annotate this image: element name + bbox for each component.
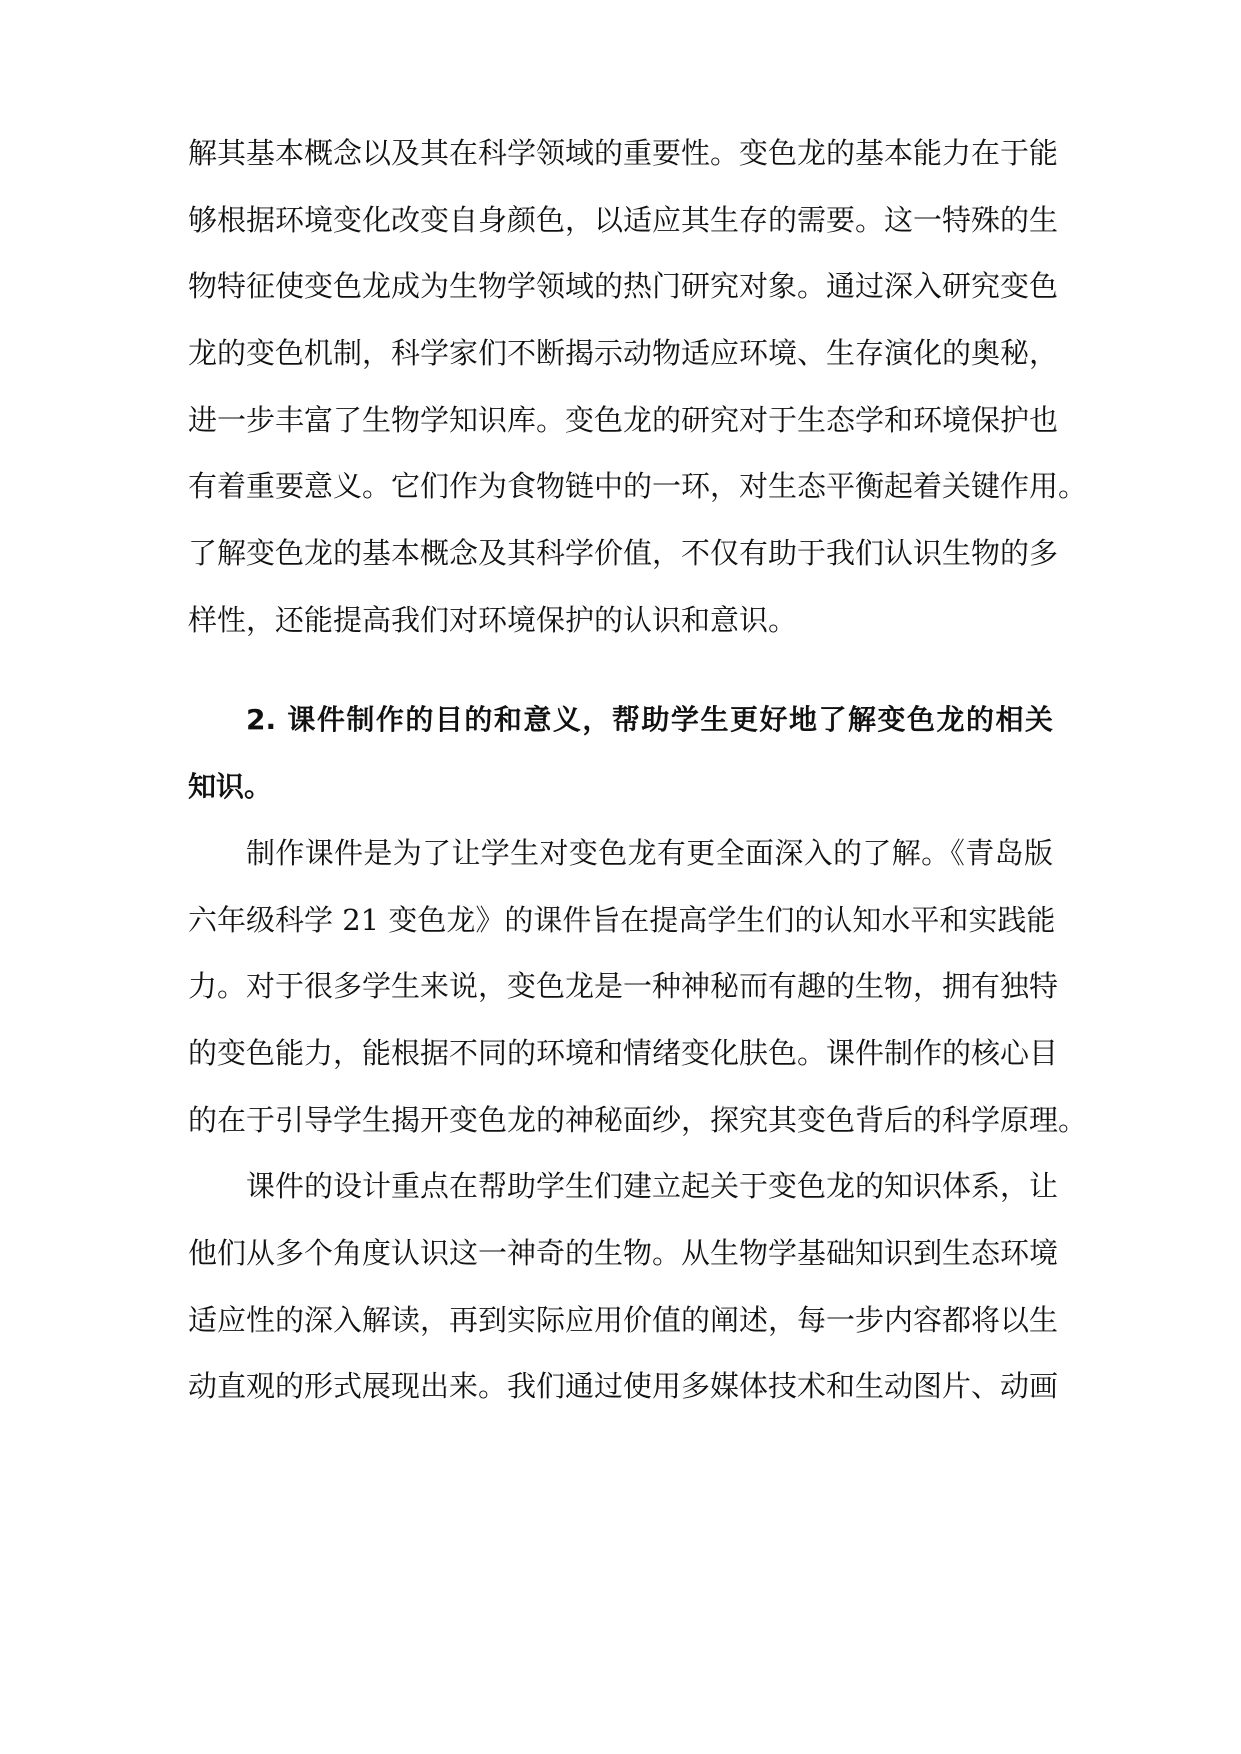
- body-text-line: 够根据环境变化改变自身颜色，以适应其生存的需要。这一特殊的生: [188, 203, 1059, 237]
- body-text-line: 解其基本概念以及其在科学领域的重要性。变色龙的基本能力在于能: [188, 136, 1059, 170]
- body-text-line: 课件的设计重点在帮助学生们建立起关于变色龙的知识体系，让: [246, 1169, 1059, 1203]
- body-text-line: 的在于引导学生揭开变色龙的神秘面纱，探究其变色背后的科学原理。: [188, 1103, 1088, 1137]
- body-text-line: 适应性的深入解读，再到实际应用价值的阐述，每一步内容都将以生: [188, 1303, 1059, 1337]
- section-heading: 2. 课件制作的目的和意义，帮助学生更好地了解变色龙的相关: [246, 703, 1053, 736]
- body-text-line: 龙的变色机制，科学家们不断揭示动物适应环境、生存演化的奥秘，: [188, 336, 1059, 370]
- body-text-line: 进一步丰富了生物学知识库。变色龙的研究对于生态学和环境保护也: [188, 403, 1059, 437]
- section-heading: 知识。: [188, 770, 273, 803]
- body-text-line: 了解变色龙的基本概念及其科学价值，不仅有助于我们认识生物的多: [188, 536, 1059, 570]
- body-text-line: 样性，还能提高我们对环境保护的认识和意识。: [188, 603, 798, 637]
- body-text-line: 他们从多个角度认识这一神奇的生物。从生物学基础知识到生态环境: [188, 1236, 1059, 1270]
- body-text-line: 动直观的形式展现出来。我们通过使用多媒体技术和生动图片、动画: [188, 1369, 1059, 1403]
- body-text-line: 力。对于很多学生来说，变色龙是一种神秘而有趣的生物，拥有独特: [188, 969, 1059, 1003]
- body-text-line: 物特征使变色龙成为生物学领域的热门研究对象。通过深入研究变色: [188, 269, 1059, 303]
- body-text-line: 的变色能力，能根据不同的环境和情绪变化肤色。课件制作的核心目: [188, 1036, 1059, 1070]
- body-text-line: 制作课件是为了让学生对变色龙有更全面深入的了解。《青岛版: [246, 836, 1053, 870]
- body-text-line: 六年级科学 21 变色龙》的课件旨在提高学生们的认知水平和实践能: [188, 903, 1056, 937]
- body-text-line: 有着重要意义。它们作为食物链中的一环，对生态平衡起着关键作用。: [188, 469, 1088, 503]
